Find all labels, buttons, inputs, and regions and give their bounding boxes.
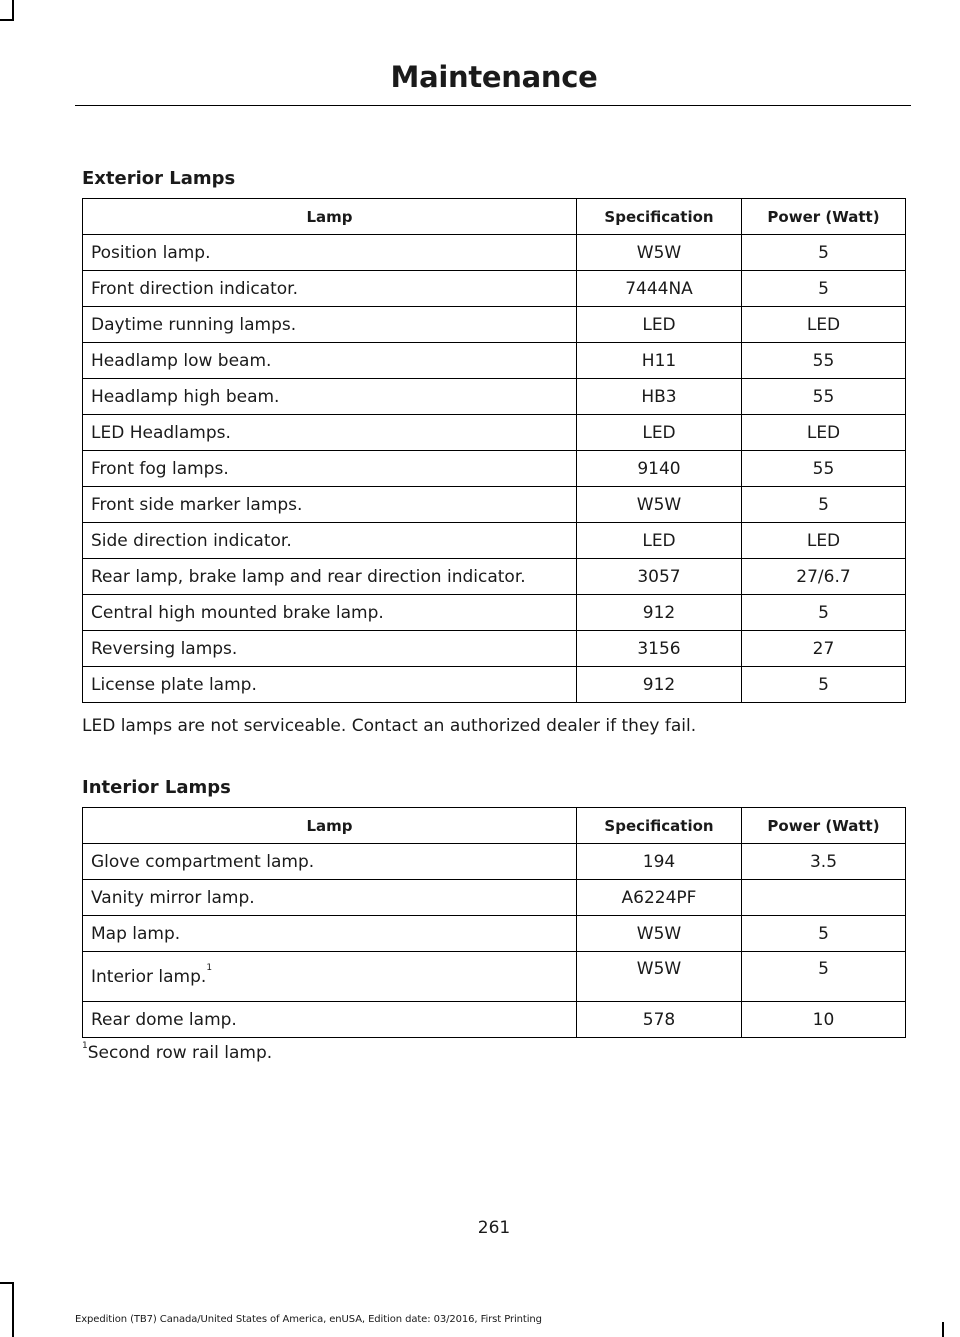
cell-specification: 3057 [577, 559, 742, 595]
cell-power: 55 [742, 451, 906, 487]
cell-lamp [83, 523, 577, 559]
interior-lamps-table [82, 807, 906, 1038]
column-header-power: Power (Watt) [742, 199, 906, 235]
exterior-lamps-table [82, 198, 906, 703]
cell-lamp [83, 1002, 577, 1038]
footer-edition-info: Expedition (TB7) Canada/United States of America, enUSA, Edition date: 03/2016, First Printing [75, 1314, 542, 1325]
cell-power: 5 [742, 271, 906, 307]
page-number: 261 [477, 1218, 511, 1238]
cell-specification: W5W [577, 952, 742, 1002]
footnote-text: Second row rail lamp. [87, 1043, 273, 1063]
cell-specification: LED [577, 523, 742, 559]
lamp-name: LED Headlamps. [91, 422, 231, 443]
cell-specification: H11 [577, 343, 742, 379]
lamp-name: Position lamp. [91, 242, 211, 263]
table-header-row [83, 199, 906, 235]
cell-lamp [83, 595, 577, 631]
table-row [83, 952, 906, 1002]
cell-lamp [83, 271, 577, 307]
lamp-name: Front direction indicator. [91, 278, 298, 299]
crop-mark [942, 1322, 944, 1337]
lamp-name: Front side marker lamps. [91, 494, 303, 515]
table-row [83, 1002, 906, 1038]
table-row [83, 307, 906, 343]
cell-lamp [83, 880, 577, 916]
cell-power: 3.5 [742, 844, 906, 880]
footnote [82, 1043, 272, 1063]
cell-power: 55 [742, 343, 906, 379]
column-header-power: Power (Watt) [742, 808, 906, 844]
table-row [83, 343, 906, 379]
cell-power: 55 [742, 379, 906, 415]
cell-power [742, 880, 906, 916]
table-row [83, 487, 906, 523]
cell-lamp [83, 844, 577, 880]
cell-lamp [83, 916, 577, 952]
table-row [83, 595, 906, 631]
cell-lamp [83, 343, 577, 379]
cell-specification: 9140 [577, 451, 742, 487]
lamp-name: Daytime running lamps. [91, 314, 297, 335]
crop-mark [12, 1282, 14, 1337]
cell-specification: 912 [577, 667, 742, 703]
lamp-name: Interior lamp. [91, 966, 207, 987]
interior-lamps-heading: Interior Lamps [82, 777, 231, 798]
lamp-name: Glove compartment lamp. [91, 851, 315, 872]
lamp-name: Headlamp high beam. [91, 386, 280, 407]
lamp-name: Headlamp low beam. [91, 350, 272, 371]
exterior-lamps-heading: Exterior Lamps [82, 168, 236, 189]
footnote-marker: 1 [82, 1041, 88, 1051]
column-header-specification: Specification [577, 199, 742, 235]
cell-specification: W5W [577, 487, 742, 523]
lamp-name: Vanity mirror lamp. [91, 887, 255, 908]
crop-mark [0, 19, 14, 21]
cell-lamp [83, 307, 577, 343]
cell-specification: 3156 [577, 631, 742, 667]
lamp-name: Rear lamp, brake lamp and rear direction indicator. [91, 566, 526, 587]
table-row [83, 559, 906, 595]
cell-power: LED [742, 415, 906, 451]
table-row [83, 415, 906, 451]
column-header-specification: Specification [577, 808, 742, 844]
cell-specification: 578 [577, 1002, 742, 1038]
cell-lamp [83, 631, 577, 667]
cell-specification: LED [577, 307, 742, 343]
cell-power: 5 [742, 235, 906, 271]
table-row [83, 523, 906, 559]
table-row [83, 271, 906, 307]
crop-mark [12, 0, 14, 20]
cell-specification: LED [577, 415, 742, 451]
lamp-name: Central high mounted brake lamp. [91, 602, 384, 623]
cell-power: 5 [742, 667, 906, 703]
lamp-name: Side direction indicator. [91, 530, 292, 551]
lamp-name: Reversing lamps. [91, 638, 238, 659]
page-title: Maintenance [390, 60, 598, 94]
cell-power: LED [742, 307, 906, 343]
interior-lamps-rows [83, 844, 906, 1038]
header-rule [75, 105, 911, 106]
cell-lamp [83, 379, 577, 415]
cell-power: 5 [742, 595, 906, 631]
lamp-name: License plate lamp. [91, 674, 257, 695]
cell-lamp [83, 952, 577, 1002]
table-row [83, 880, 906, 916]
cell-lamp [83, 415, 577, 451]
cell-lamp [83, 451, 577, 487]
cell-power: 5 [742, 952, 906, 1002]
table-row [83, 844, 906, 880]
cell-specification: A6224PF [577, 880, 742, 916]
column-header-lamp: Lamp [83, 199, 577, 235]
table-row [83, 916, 906, 952]
crop-mark [0, 1282, 14, 1284]
cell-specification: 194 [577, 844, 742, 880]
cell-power: 10 [742, 1002, 906, 1038]
led-service-note: LED lamps are not serviceable. Contact an authorized dealer if they fail. [82, 716, 697, 736]
cell-power: 27/6.7 [742, 559, 906, 595]
lamp-name: Map lamp. [91, 923, 181, 944]
cell-specification: 912 [577, 595, 742, 631]
cell-power: 27 [742, 631, 906, 667]
cell-lamp [83, 487, 577, 523]
cell-specification: W5W [577, 916, 742, 952]
column-header-lamp: Lamp [83, 808, 577, 844]
cell-power: 5 [742, 916, 906, 952]
cell-power: 5 [742, 487, 906, 523]
cell-lamp [83, 667, 577, 703]
footnote-ref: 1 [206, 962, 213, 973]
cell-specification: 7444NA [577, 271, 742, 307]
exterior-lamps-rows [83, 235, 906, 703]
table-row [83, 631, 906, 667]
lamp-name: Rear dome lamp. [91, 1009, 237, 1030]
table-row [83, 235, 906, 271]
cell-specification: HB3 [577, 379, 742, 415]
table-row [83, 667, 906, 703]
table-row [83, 451, 906, 487]
cell-lamp [83, 559, 577, 595]
lamp-name: Front fog lamps. [91, 458, 229, 479]
table-header-row [83, 808, 906, 844]
cell-lamp [83, 235, 577, 271]
cell-specification: W5W [577, 235, 742, 271]
cell-power: LED [742, 523, 906, 559]
table-row [83, 379, 906, 415]
